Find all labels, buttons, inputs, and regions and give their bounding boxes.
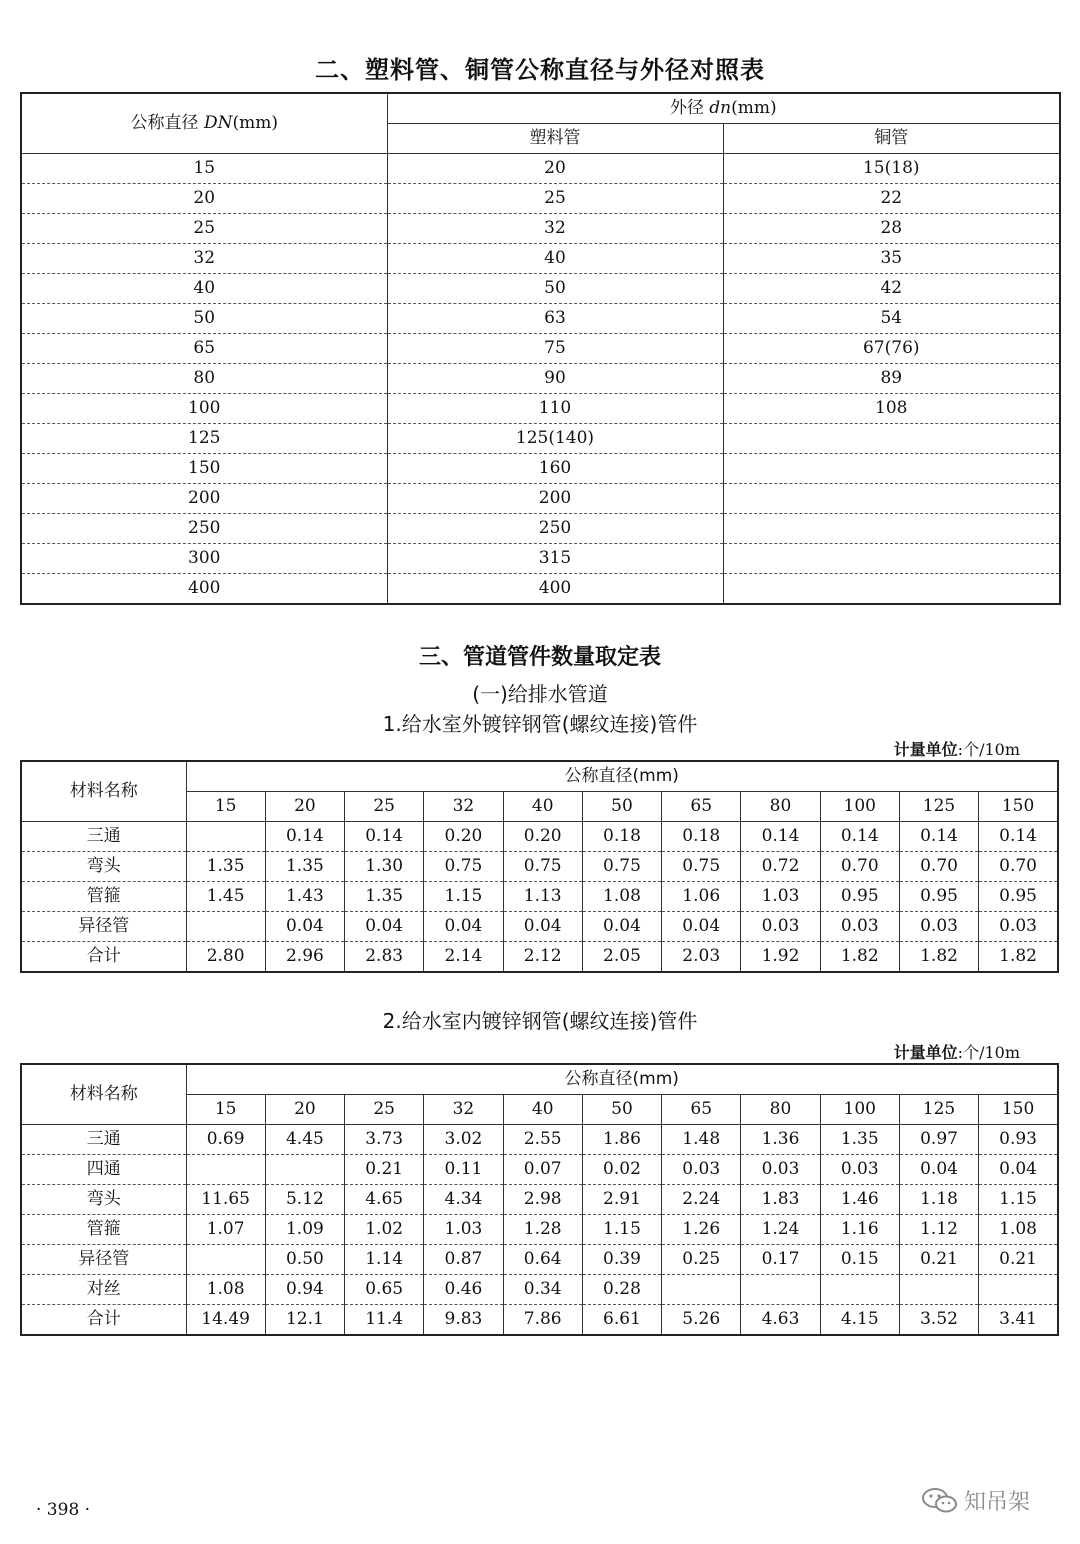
header-nominal-diameter: 公称直径 DN(mm) (21, 93, 387, 154)
cell-dn: 80 (21, 364, 387, 394)
cell-value: 0.04 (345, 912, 424, 942)
header-diameter: 65 (662, 1095, 741, 1125)
cell-value: 0.93 (979, 1125, 1058, 1155)
table-row (21, 1245, 1058, 1275)
cell-value: 0.02 (582, 1155, 661, 1185)
header-diameter: 50 (582, 792, 661, 822)
cell-plastic: 32 (387, 214, 723, 244)
cell-value: 3.73 (345, 1125, 424, 1155)
cell-material: 弯头 (21, 1185, 186, 1215)
cell-value: 2.91 (582, 1185, 661, 1215)
cell-value: 1.09 (265, 1215, 344, 1245)
cell-value: 0.04 (503, 912, 582, 942)
header-outer-diameter: 外径 dn(mm) (387, 93, 1060, 124)
cell-value: 1.18 (899, 1185, 978, 1215)
cell-value: 1.24 (741, 1215, 820, 1245)
cell-value: 1.35 (345, 882, 424, 912)
cell-value: 0.03 (741, 1155, 820, 1185)
table2-unit: 计量单位:个/10m (893, 1043, 1020, 1062)
cell-value: 4.45 (265, 1125, 344, 1155)
cell-dn: 100 (21, 394, 387, 424)
table-row (21, 882, 1058, 912)
cell-value: 1.15 (979, 1185, 1058, 1215)
cell-copper: 54 (723, 304, 1060, 334)
cell-value (186, 1245, 265, 1275)
cell-value: 4.65 (345, 1185, 424, 1215)
cell-value (186, 1155, 265, 1185)
cell-plastic: 110 (387, 394, 723, 424)
cell-value (265, 1155, 344, 1185)
table-row (21, 822, 1058, 852)
cell-value: 1.03 (741, 882, 820, 912)
cell-value: 0.21 (899, 1245, 978, 1275)
diameter-comparison-table (20, 92, 1061, 605)
cell-copper (723, 514, 1060, 544)
cell-value: 3.52 (899, 1305, 978, 1336)
cell-value (662, 1275, 741, 1305)
cell-value: 1.06 (662, 882, 741, 912)
table-row (21, 364, 1060, 394)
cell-plastic: 63 (387, 304, 723, 334)
header-diameter: 100 (820, 1095, 899, 1125)
table-row (21, 574, 1060, 605)
table-row (21, 852, 1058, 882)
cell-value: 0.21 (345, 1155, 424, 1185)
header-nominal-diameter: 公称直径(mm) (186, 1064, 1058, 1095)
cell-value: 0.21 (979, 1245, 1058, 1275)
cell-material: 异径管 (21, 912, 186, 942)
cell-value: 1.16 (820, 1215, 899, 1245)
cell-value: 0.03 (820, 1155, 899, 1185)
cell-value: 9.83 (424, 1305, 503, 1336)
header-diameter: 25 (345, 792, 424, 822)
header-diameter: 50 (582, 1095, 661, 1125)
cell-value: 0.03 (979, 912, 1058, 942)
cell-value: 0.95 (899, 882, 978, 912)
cell-value: 1.08 (979, 1215, 1058, 1245)
cell-value: 1.26 (662, 1215, 741, 1245)
table-row (21, 424, 1060, 454)
header-diameter: 40 (503, 792, 582, 822)
header-diameter: 125 (899, 1095, 978, 1125)
section2-title: 二、塑料管、铜管公称直径与外径对照表 (315, 56, 765, 84)
cell-value: 0.18 (582, 822, 661, 852)
cell-value: 0.25 (662, 1245, 741, 1275)
table-row (21, 1275, 1058, 1305)
cell-value: 0.17 (741, 1245, 820, 1275)
cell-dn: 125 (21, 424, 387, 454)
cell-plastic: 50 (387, 274, 723, 304)
cell-value: 12.1 (265, 1305, 344, 1336)
cell-value: 0.14 (741, 822, 820, 852)
table-row (21, 1215, 1058, 1245)
cell-value: 0.04 (424, 912, 503, 942)
table-row (21, 544, 1060, 574)
cell-value: 0.70 (899, 852, 978, 882)
cell-value: 0.95 (979, 882, 1058, 912)
cell-dn: 300 (21, 544, 387, 574)
cell-value: 5.26 (662, 1305, 741, 1336)
table1-title: 1.给水室外镀锌钢管(螺纹连接)管件 (382, 712, 698, 736)
table-row (21, 1155, 1058, 1185)
cell-plastic: 250 (387, 514, 723, 544)
header-diameter: 150 (979, 792, 1058, 822)
cell-copper: 22 (723, 184, 1060, 214)
cell-material: 三通 (21, 1125, 186, 1155)
cell-value: 5.12 (265, 1185, 344, 1215)
cell-value: 1.14 (345, 1245, 424, 1275)
table-row (21, 942, 1058, 973)
cell-value: 1.08 (186, 1275, 265, 1305)
cell-plastic: 160 (387, 454, 723, 484)
cell-copper: 108 (723, 394, 1060, 424)
wechat-icon (920, 1485, 960, 1515)
cell-copper: 28 (723, 214, 1060, 244)
cell-value: 1.03 (424, 1215, 503, 1245)
watermark-text: 知吊架 (964, 1489, 1031, 1515)
cell-value: 0.20 (424, 822, 503, 852)
cell-material: 弯头 (21, 852, 186, 882)
cell-copper: 89 (723, 364, 1060, 394)
table-row (21, 274, 1060, 304)
cell-value: 1.92 (741, 942, 820, 973)
header-diameter: 40 (503, 1095, 582, 1125)
cell-value: 0.28 (582, 1275, 661, 1305)
section3-title: 三、管道管件数量取定表 (418, 645, 661, 670)
cell-copper: 35 (723, 244, 1060, 274)
cell-value: 14.49 (186, 1305, 265, 1336)
cell-plastic: 40 (387, 244, 723, 274)
cell-material: 异径管 (21, 1245, 186, 1275)
cell-material: 三通 (21, 822, 186, 852)
cell-value: 1.86 (582, 1125, 661, 1155)
cell-copper (723, 484, 1060, 514)
cell-value: 0.64 (503, 1245, 582, 1275)
cell-value: 0.97 (899, 1125, 978, 1155)
cell-dn: 50 (21, 304, 387, 334)
cell-value (899, 1275, 978, 1305)
cell-copper (723, 544, 1060, 574)
cell-material: 管箍 (21, 882, 186, 912)
cell-value: 1.30 (345, 852, 424, 882)
cell-value: 0.04 (899, 1155, 978, 1185)
cell-copper (723, 424, 1060, 454)
cell-value: 1.07 (186, 1215, 265, 1245)
cell-value: 0.39 (582, 1245, 661, 1275)
header-diameter: 65 (662, 792, 741, 822)
outdoor-fittings-table (20, 760, 1059, 973)
cell-value: 1.48 (662, 1125, 741, 1155)
cell-value: 0.65 (345, 1275, 424, 1305)
header-diameter: 25 (345, 1095, 424, 1125)
cell-value: 0.04 (265, 912, 344, 942)
cell-value: 2.96 (265, 942, 344, 973)
cell-dn: 200 (21, 484, 387, 514)
cell-value: 1.15 (424, 882, 503, 912)
cell-copper (723, 454, 1060, 484)
cell-value: 7.86 (503, 1305, 582, 1336)
cell-copper: 15(18) (723, 154, 1060, 184)
cell-dn: 65 (21, 334, 387, 364)
header-material-name: 材料名称 (21, 1064, 186, 1125)
cell-value: 0.18 (662, 822, 741, 852)
header-diameter: 150 (979, 1095, 1058, 1125)
cell-value: 1.12 (899, 1215, 978, 1245)
cell-dn: 150 (21, 454, 387, 484)
cell-value: 1.46 (820, 1185, 899, 1215)
cell-value: 11.65 (186, 1185, 265, 1215)
cell-plastic: 400 (387, 574, 723, 605)
cell-value: 3.41 (979, 1305, 1058, 1336)
cell-dn: 15 (21, 154, 387, 184)
cell-value: 0.15 (820, 1245, 899, 1275)
cell-value: 0.75 (582, 852, 661, 882)
table-row (21, 1185, 1058, 1215)
table1-unit: 计量单位:个/10m (893, 740, 1020, 759)
cell-value: 0.04 (662, 912, 741, 942)
cell-dn: 40 (21, 274, 387, 304)
cell-value: 1.83 (741, 1185, 820, 1215)
header-diameter: 100 (820, 792, 899, 822)
cell-plastic: 25 (387, 184, 723, 214)
cell-material: 对丝 (21, 1275, 186, 1305)
cell-value: 6.61 (582, 1305, 661, 1336)
cell-value: 3.02 (424, 1125, 503, 1155)
cell-value: 1.28 (503, 1215, 582, 1245)
cell-value: 2.55 (503, 1125, 582, 1155)
cell-value: 1.02 (345, 1215, 424, 1245)
cell-value: 0.04 (979, 1155, 1058, 1185)
cell-value: 2.98 (503, 1185, 582, 1215)
cell-value: 1.35 (186, 852, 265, 882)
cell-value: 0.14 (899, 822, 978, 852)
header-row (21, 761, 1058, 792)
cell-copper: 67(76) (723, 334, 1060, 364)
cell-value: 2.83 (345, 942, 424, 973)
cell-value: 0.70 (820, 852, 899, 882)
cell-value: 1.43 (265, 882, 344, 912)
cell-material: 管箍 (21, 1215, 186, 1245)
table-row (21, 394, 1060, 424)
cell-value: 0.70 (979, 852, 1058, 882)
cell-value (820, 1275, 899, 1305)
cell-value (979, 1275, 1058, 1305)
header-diameter: 15 (186, 1095, 265, 1125)
cell-value: 4.15 (820, 1305, 899, 1336)
cell-value: 0.50 (265, 1245, 344, 1275)
cell-value: 1.35 (820, 1125, 899, 1155)
header-diameter: 32 (424, 792, 503, 822)
cell-material: 合计 (21, 942, 186, 973)
table-row (21, 1305, 1058, 1336)
table-row (21, 304, 1060, 334)
header-plastic-pipe: 塑料管 (387, 124, 723, 154)
header-diameter: 32 (424, 1095, 503, 1125)
table-row (21, 1125, 1058, 1155)
cell-value: 1.82 (899, 942, 978, 973)
cell-plastic: 315 (387, 544, 723, 574)
section3-subtitle: (一)给排水管道 (472, 682, 608, 706)
table-row (21, 514, 1060, 544)
cell-dn: 25 (21, 214, 387, 244)
cell-plastic: 125(140) (387, 424, 723, 454)
cell-value (741, 1275, 820, 1305)
indoor-fittings-table (20, 1063, 1059, 1336)
cell-dn: 400 (21, 574, 387, 605)
cell-value: 0.95 (820, 882, 899, 912)
cell-plastic: 20 (387, 154, 723, 184)
table-row (21, 214, 1060, 244)
cell-value: 0.94 (265, 1275, 344, 1305)
cell-value: 4.34 (424, 1185, 503, 1215)
cell-value: 0.11 (424, 1155, 503, 1185)
cell-value: 1.36 (741, 1125, 820, 1155)
cell-value: 0.03 (662, 1155, 741, 1185)
cell-value: 0.87 (424, 1245, 503, 1275)
table-row (21, 334, 1060, 364)
header-diameter: 20 (265, 1095, 344, 1125)
cell-value: 0.34 (503, 1275, 582, 1305)
cell-value (186, 822, 265, 852)
cell-dn: 250 (21, 514, 387, 544)
cell-value: 2.14 (424, 942, 503, 973)
cell-value: 1.13 (503, 882, 582, 912)
table-row (21, 912, 1058, 942)
cell-value: 2.03 (662, 942, 741, 973)
cell-value: 0.04 (582, 912, 661, 942)
cell-value: 0.03 (741, 912, 820, 942)
cell-value: 4.63 (741, 1305, 820, 1336)
header-nominal-diameter: 公称直径(mm) (186, 761, 1058, 792)
cell-value: 1.15 (582, 1215, 661, 1245)
header-row (21, 1064, 1058, 1095)
header-diameter: 15 (186, 792, 265, 822)
table-row (21, 184, 1060, 214)
cell-value: 1.08 (582, 882, 661, 912)
cell-value: 0.20 (503, 822, 582, 852)
cell-value (186, 912, 265, 942)
cell-material: 合计 (21, 1305, 186, 1336)
cell-value: 0.07 (503, 1155, 582, 1185)
cell-value: 0.14 (345, 822, 424, 852)
table-row (21, 484, 1060, 514)
cell-copper: 42 (723, 274, 1060, 304)
cell-value: 2.80 (186, 942, 265, 973)
cell-dn: 20 (21, 184, 387, 214)
cell-value: 0.75 (662, 852, 741, 882)
cell-value: 11.4 (345, 1305, 424, 1336)
cell-value: 0.75 (424, 852, 503, 882)
cell-value: 1.82 (979, 942, 1058, 973)
table2-title: 2.给水室内镀锌钢管(螺纹连接)管件 (382, 1009, 698, 1033)
cell-value: 0.75 (503, 852, 582, 882)
header-diameter: 80 (741, 792, 820, 822)
cell-value: 1.45 (186, 882, 265, 912)
table-row (21, 244, 1060, 274)
cell-value: 2.12 (503, 942, 582, 973)
page-number: · 398 · (36, 1500, 91, 1520)
cell-dn: 32 (21, 244, 387, 274)
header-copper-pipe: 铜管 (723, 124, 1060, 154)
cell-value: 0.03 (820, 912, 899, 942)
cell-plastic: 75 (387, 334, 723, 364)
cell-plastic: 200 (387, 484, 723, 514)
table-row (21, 454, 1060, 484)
watermark (920, 1480, 1060, 1520)
cell-value: 2.24 (662, 1185, 741, 1215)
header-diameter: 80 (741, 1095, 820, 1125)
cell-value: 0.69 (186, 1125, 265, 1155)
header-diameter: 125 (899, 792, 978, 822)
header-material-name: 材料名称 (21, 761, 186, 822)
cell-value: 0.46 (424, 1275, 503, 1305)
header-diameter: 20 (265, 792, 344, 822)
cell-value: 0.14 (820, 822, 899, 852)
cell-value: 2.05 (582, 942, 661, 973)
table-row (21, 154, 1060, 184)
cell-value: 0.03 (899, 912, 978, 942)
cell-value: 0.72 (741, 852, 820, 882)
cell-value: 1.35 (265, 852, 344, 882)
cell-value: 0.14 (979, 822, 1058, 852)
cell-material: 四通 (21, 1155, 186, 1185)
cell-plastic: 90 (387, 364, 723, 394)
cell-copper (723, 574, 1060, 605)
cell-value: 0.14 (265, 822, 344, 852)
cell-value: 1.82 (820, 942, 899, 973)
